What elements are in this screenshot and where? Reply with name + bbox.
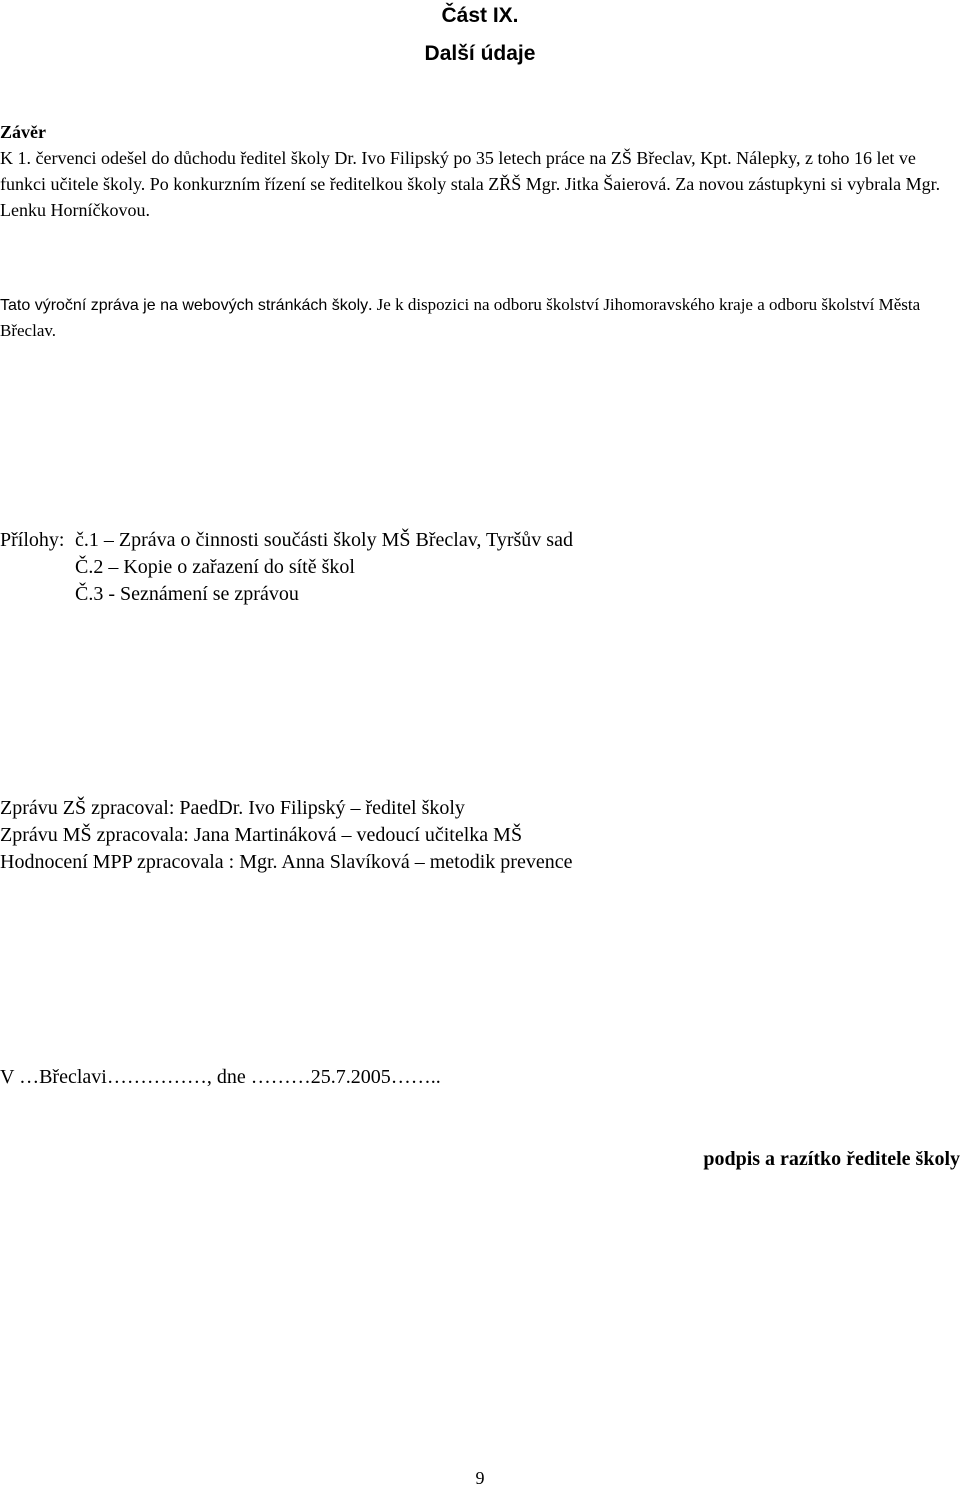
availability-paragraph	[0, 292, 955, 343]
attachment-item-3	[0, 583, 299, 606]
attachment-text: Č.2 – Kopie o zařazení do sítě škol	[75, 556, 355, 578]
page-number: 9	[475, 1468, 485, 1488]
author-line-mpp: Hodnocení MPP zpracovala : Mgr. Anna Slavíková – metodik prevence	[0, 851, 573, 873]
author-line-zs: Zprávu ZŠ zpracoval: PaedDr. Ivo Filipský – ředitel školy	[0, 797, 465, 819]
signature-caption: podpis a razítko ředitele školy	[703, 1148, 960, 1170]
author-line-ms: Zprávu MŠ zpracovala: Jana Martináková – vedoucí učitelka MŠ	[0, 824, 523, 846]
attachment-text: č.1 – Zpráva o činnosti součásti školy MŠ Břeclav, Tyršův sad	[75, 529, 573, 551]
conclusion-paragraph: K 1. červenci odešel do důchodu ředitel školy Dr. Ivo Filipský po 35 letech práce na ZŠ Břeclav, Kpt. Nálepky, z toho 16 let ve funkci učitele školy. Po konkurzním řízení se ředitelkou školy stala ZŘŠ Mgr. Jitka Šaierová. Za novou zástupkyni si vybrala Mgr. Lenku Horníčkovou.	[0, 148, 941, 220]
attachments-label: Přílohy:	[0, 529, 65, 551]
attachment-text: Č.3 - Seznámení se zprávou	[75, 583, 299, 605]
conclusion-heading: Závěr	[0, 122, 46, 142]
section-title: Další údaje	[424, 42, 536, 65]
availability-text-part1: Tato výroční zpráva je na webových stránkách školy	[0, 297, 369, 314]
availability-text-part2: . Je k dispozici na odboru školství Jihomoravského kraje a odboru školství Města Břeclav.	[0, 295, 921, 340]
part-title: Část IX.	[441, 4, 519, 27]
place-date-line: V …Břeclavi……………, dne ………25.7.2005……..	[0, 1066, 441, 1088]
attachment-item-1	[0, 529, 573, 552]
attachment-item-2	[0, 556, 355, 579]
